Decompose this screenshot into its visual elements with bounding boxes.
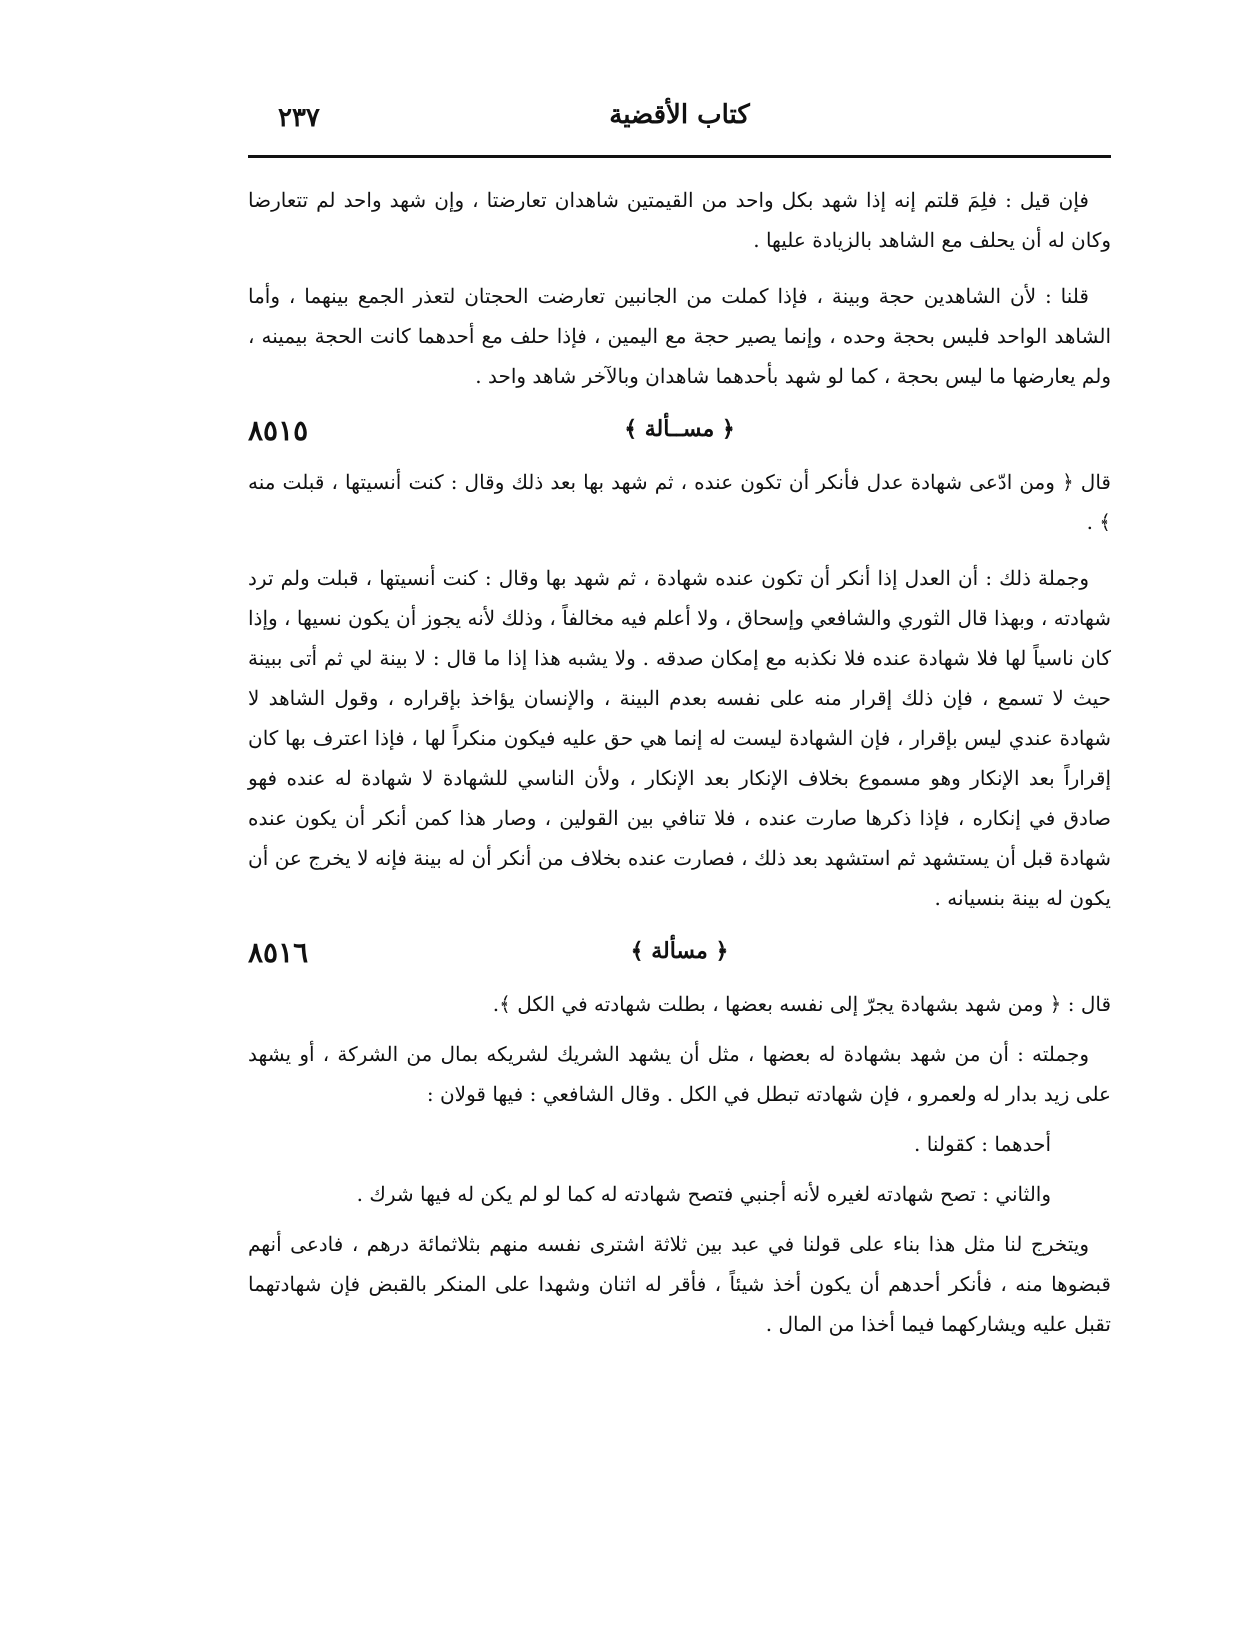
paragraph-derivation: ويتخرج لنا مثل هذا بناء على قولنا في عبد بين ثلاثة اشترى نفسه منهم بثلاثمائة درهم ، فادعى أنهم قبضوها منه ، فأنكر أحدهم أن يكون أخذ شيئاً ، فأقر له اثنان وشهدا على المنكر بالقبض فإن شهادتهما تقبل عليه ويشاركهما فيما أخذا من المال . bbox=[248, 1232, 1111, 1336]
paragraph-first-opinion: أحدهما : كقولنا . bbox=[914, 1132, 1051, 1156]
paragraph-commentary-8515: وجملة ذلك : أن العدل إذا أنكر أن تكون عنده شهادة ، ثم شهد بها وقال : كنت أنسيتها ، قبلت ولم ترد شهادته ، وبهذا قال الثوري والشافعي وإسحاق ، ولا أعلم فيه مخالفاً ، وذلك لأنه يجوز أن يكون نسيها ، وإذا كان ناسياً لها فلا شهادة عنده فلا نكذبه مع إمكان صدقه . ولا يشبه هذا إذا ما قال : لا بينة لي ثم أتى ببينة حيث لا تسمع ، فإن ذلك إقرار منه على نفسه بعدم البينة ، والإنسان يؤاخذ بإقراره ، وقول الشاهد لا شهادة عندي ليس بإقرار ، فإن الشهادة ليست له إنما هي حق عليه فيكون منكراً لها ، فإذا اعترف بها كان إقراراً بعد الإنكار وهو مسموع بخلاف الإنكار بعد الإنكار ، ولأن الناسي للشهادة لا شهادة له عنده فهو صادق في إنكاره ، فإذا ذكرها صارت عنده ، فلا تنافي بين القولين ، وصار هذا كمن أنكر أن يكون عنده شهادة قبل أن يستشهد ثم استشهد بعد ذلك ، فصارت عنده بخلاف من أنكر أن له بينة فإنه لا يخرج عن أن يكون له بينة بنسيانه . bbox=[248, 566, 1111, 910]
issue-label: ﴿ مســألة ﴾ bbox=[624, 416, 735, 442]
paragraph-reply: قلنا : لأن الشاهدين حجة وبينة ، فإذا كملت من الجانبين تعارضت الحجتان لتعذر الجمع بينهما ، وأما الشاهد الواحد فليس بحجة وحده ، وإنما يصير حجة مع اليمين ، فإذا حلف مع أحدهما كانت الحجة بيمينه ، ولم يعارضها ما ليس بحجة ، كما لو شهد بأحدهما شاهدان وبالآخر شاهد واحد . bbox=[248, 284, 1111, 388]
issue-label: ﴿ مسألة ﴾ bbox=[630, 938, 729, 964]
page-body bbox=[248, 180, 1111, 1360]
book-title: كتاب الأقضية bbox=[609, 100, 750, 130]
running-header bbox=[248, 95, 1111, 158]
paragraph-second-opinion: والثاني : تصح شهادته لغيره لأنه أجنبي فتصح شهادته له كما لو لم يكن له فيها شرك . bbox=[356, 1182, 1051, 1206]
issue-number: ٨٥١٦ bbox=[248, 936, 309, 969]
paragraph-commentary-8516: وجملته : أن من شهد بشهادة له بعضها ، مثل أن يشهد الشريك لشريكه بمال من الشركة ، أو يشهد على زيد بدار له ولعمرو ، فإن شهادته تبطل في الكل . وقال الشافعي : فيها قولان : bbox=[248, 1042, 1111, 1106]
paragraph-objection: فإن قيل : فلِمَ قلتم إنه إذا شهد بكل واحد من القيمتين شاهدان تعارضتا ، وإن شهد واحد لم تتعارضا وكان له أن يحلف مع الشاهد بالزيادة عليها . bbox=[248, 188, 1111, 252]
issue-heading-8516 bbox=[248, 934, 1111, 980]
paragraph-statement-8515: قال ﴿ ومن ادّعى شهادة عدل فأنكر أن تكون عنده ، ثم شهد بها بعد ذلك وقال : كنت أنسيتها ، قبلت منه ﴾ . bbox=[248, 470, 1111, 534]
page-number: ٢٣٧ bbox=[278, 103, 320, 133]
issue-number: ٨٥١٥ bbox=[248, 414, 309, 447]
issue-heading-8515 bbox=[248, 412, 1111, 458]
paragraph-statement-8516: قال : ﴿ ومن شهد بشهادة يجرّ إلى نفسه بعضها ، بطلت شهادته في الكل ﴾. bbox=[492, 992, 1111, 1016]
